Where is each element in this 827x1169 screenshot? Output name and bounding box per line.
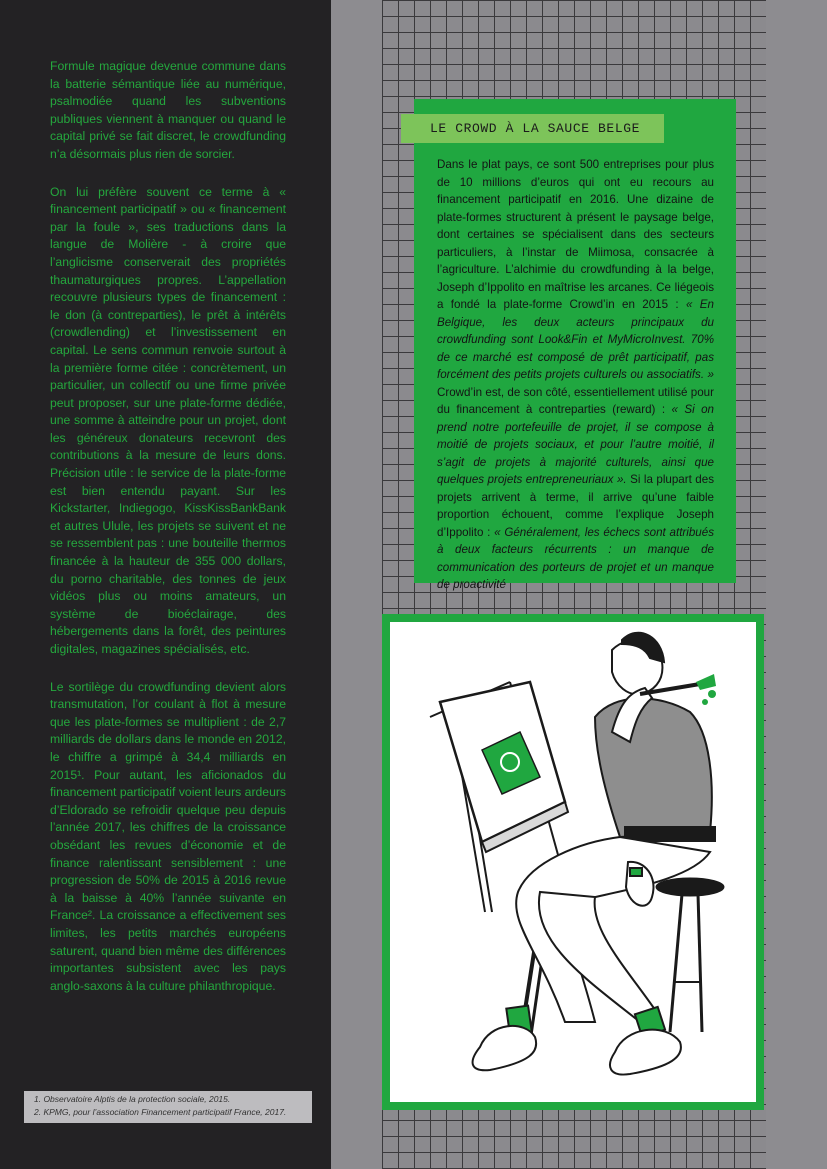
footnote: 1. Observatoire Alptis de la protection sociale, 2015. <box>34 1094 231 1104</box>
footnotes-box <box>24 1091 312 1123</box>
sidebar-text-segment: Crowd’in est, de son côté, essentiellement utilisé pour du financement à contreparties (reward) : <box>437 385 714 416</box>
sidebar-quote: « Si on prend notre portefeuille de projet, il se compose à moitié de projets sociaux, et pour l’autre moitié, il s’agit de projets à majorité culturels, ainsi que quelques projets entrepreneuriaux ». <box>437 403 714 486</box>
sidebar-title-bar <box>401 114 664 143</box>
stool-icon <box>656 878 724 1032</box>
article-body <box>50 58 286 1015</box>
sidebar-text <box>437 156 714 594</box>
sidebar-quote: « Généralement, les échecs sont attribués à deux facteurs récurrents : un manque de communication des porteurs de projet et un manque de proactivité <box>437 525 714 591</box>
footnote: 2. KPMG, pour l’association Financement participatif France, 2017. <box>34 1107 287 1117</box>
article-paragraph: On lui préfère souvent ce terme à « financement participatif » ou « financement par la foule », ses traductions dans la langue de Molière - à croire que l’anglicisme conserverait des propriétés thaumaturgiques propres. L’appellation recouvre plusieurs types de financement : le don (à contreparties), le prêt à intérêts (crowdlending) et l’investissement en capital. Le sens commun renvoie surtout à la première forme citée : concrètement, un particulier, un collectif ou une firme privée peut proposer, sur une plate-forme dédiée, une somme à atteindre pour un projet, dont les généreux donateurs recevront des contributions à la mesure de leurs dons. Précision utile : le service de la plate-forme est bien entendu payant. Sur les Kickstarter, Indiegogo, KissKissBankBank et autres Ulule, les projets se suivent et ne se ressemblent pas : une bouteille thermos financée à la hauteur de 355 000 dollars, du porno charitable, des tonnes de jeux vidéos plus ou moins amateurs, un système de bioéclairage, des hébergements dans la forêt, des peintures digitales, magazines spécialisés, etc. <box>50 184 286 656</box>
article-paragraph: Le sortilège du crowdfunding devient alors transmutation, l’or coulant à flot à mesure que les plate-formes se multiplient : de 2,7 milliards de dollars dans le monde en 2012, le chiffre a grimpé à 34,4 milliards en 2015¹. Pour autant, les aficionados du financement participatif voient leurs ardeurs d’Eldorado se refroidir quelque peu depuis l’année 2017, les chiffres de la croissance obsédant les revues d’économie et de finance ralentissant sensiblement : une progression de 50% de 2015 à 2016 revue à la baisse à 40% l’année suivante en France². La croissance a effectivement ses limites, les petits marchés européens saturent, quand bien même des différences importantes subsistent avec les pays anglo-saxons à la culture philanthropique. <box>50 679 286 993</box>
article-paragraph: Formule magique devenue commune dans la batterie sémantique liée au numérique, psalmodiée quand les subventions publiques viennent à manquer ou quand le capital privé se fait discret, le crowdfunding n’a désormais plus rien de sorcier. <box>50 59 286 161</box>
sidebar-text-segment: Dans le plat pays, ce sont 500 entreprises pour plus de 10 millions d’euros qui ont eu recours au financement participatif en 2016. Une dizaine de plate-formes structurent à présent le paysage belge, dont certaines se spécialisent dans des secteurs particuliers, à l’instar de Miimosa, consacrée à l’agriculture. L’alchimie du crowdfunding à la belge, Joseph d’Ippolito en maîtrise les arcanes. Ce liégeois a fondé la plate-forme Crowd’in en 2015 : <box>437 158 714 311</box>
sidebar-quote: « En Belgique, les deux acteurs principaux du crowdfunding sont Look&Fin et MyMicroInvest. 70% de ce marché est composé de prêt participatif, pas forcément des petits projets culturels ou associatifs. » <box>437 298 714 381</box>
sidebar-text-segment: Si la plupart des projets arrivent à terme, il arrive qu’une faible proportion échouent, comme l’explique Joseph d’Ippolito : <box>437 473 714 539</box>
illustration <box>390 622 756 1102</box>
illustration-drawing <box>390 622 756 1102</box>
sidebar-title: LE CROWD À LA SAUCE BELGE <box>430 121 641 136</box>
